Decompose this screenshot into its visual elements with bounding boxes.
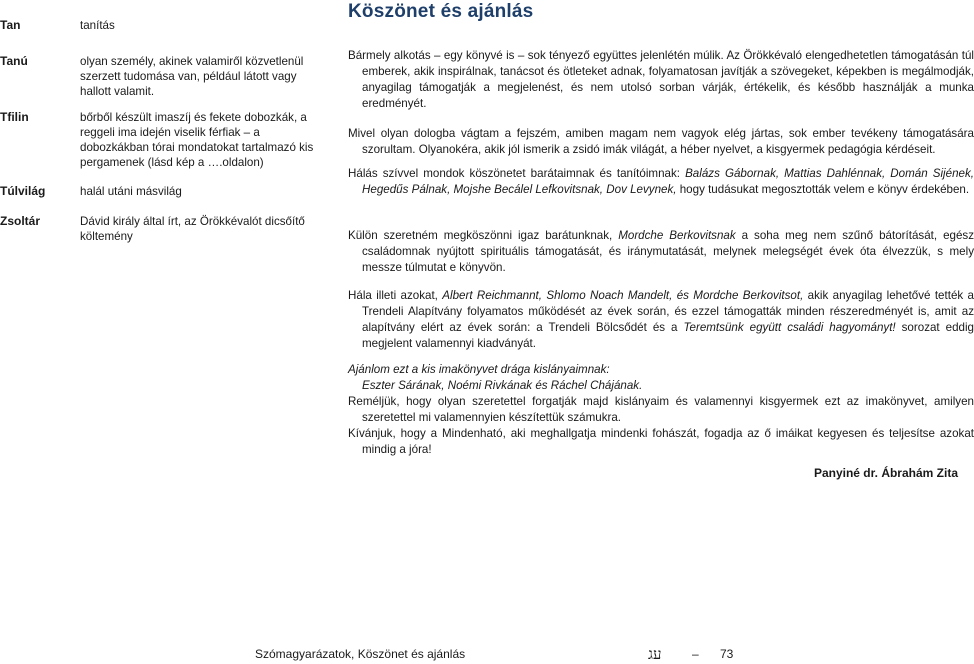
text: akik anyagilag lehetővé tették a Trendeli Alapítvány folyamatos működését az évek során, és ezzel támogatták minden részeredményét is, amit az alapítvány elért az évek során: a Trendeli Bölcsődét és a xyxy=(362,289,974,334)
glossary-definition: olyan személy, akinek valamiről közvetlenül szerzett tudomása van, például látott vagy hallott valamit. xyxy=(80,55,304,98)
text: hogy tudásukat megosztották velem e könyv érdekében. xyxy=(676,183,970,196)
acknowledgements-section xyxy=(348,0,974,480)
glossary-definition: halál utáni másvilág xyxy=(80,185,182,198)
names: Balázs Gábornak, Mattias Dahlénnak, Domán Sijének, Hegedűs Pálnak, Mojshe Becálel Lefkovitsnak, Dov Levynek, xyxy=(362,167,974,196)
footer-title: Szómagyarázatok, Köszönet és ajánlás xyxy=(255,647,466,661)
glossary-definition: tanítás xyxy=(80,19,115,32)
text: Hálás szívvel mondok köszönetet barátaimnak és tanítóimnak: xyxy=(348,167,686,180)
dedication-line: Ajánlom ezt a kis imakönyvet drága kislányaimnak: xyxy=(348,363,610,376)
paragraph: Mivel olyan dologba vágtam a fejszém, amiben magam nem vagyok elég jártas, sok ember tevékeny támogatására szorultam. Olyanokéra, akik jól ismerik a zsidó imák világát, a héber nyelvet, a kisgyermek pedagógia kérdéseit. xyxy=(348,127,974,156)
glossary-term: Túlvilág xyxy=(0,184,46,198)
glossary-term: Zsoltár xyxy=(0,214,41,228)
series-title: Teremtsünk együtt családi hagyományt! xyxy=(683,321,896,334)
glossary-definition: Dávid király által írt, az Örökkévalót dicsőítő költemény xyxy=(80,215,305,243)
name: Mordche Berkovitsnak xyxy=(618,229,736,242)
paragraph: Reméljük, hogy olyan szeretettel forgatják majd kislányaim és valamennyi kisgyermek ezt az imakönyvet, amilyen szeretettel mi valamennyien készítettük számukra. xyxy=(348,395,974,424)
names: Albert Reichmannt, Shlomo Noach Mandelt, és Mordche Berkovitsot, xyxy=(442,289,804,302)
paragraph xyxy=(348,288,974,352)
dedication xyxy=(348,362,960,394)
text: a soha meg nem szűnő bátorítását, egész családomnak nyújtott spirituális támogatását, és iránymutatását, melynek melegségét évek óta élvezzük, s mely messze túlmutat e könyvön. xyxy=(362,229,974,274)
text: Hála illeti azokat, xyxy=(348,289,443,302)
glossary-term: Tfilin xyxy=(0,110,29,124)
section-title: Köszönet és ajánlás xyxy=(348,1,534,22)
signature: Panyiné dr. Ábrahám Zita xyxy=(813,466,958,480)
paragraph: Bármely alkotás – egy könyvé is – sok tényező együttes jelenlétén múlik. Az Örökkévaló elengedhetetlen támogatásán túl emberek, akik inspirálnak, tanácsot és ötleteket adnak, folyamatosan javítják a szövegeket, képekben is megálmodják, anyagilag támogatják a megjelenést, és nem utolsó sorban várják, értékelik, és később használják a munka eredményét. xyxy=(348,49,974,110)
glossary-definition: bőrből készült imaszíj és fekete dobozkák, a reggeli ima idején viselik férfiak – a dobozkákban tórai mondatokat tartalmazó kis pergamenek (lásd kép a ….oldalon) xyxy=(80,111,314,169)
dedication-names: Eszter Sárának, Noémi Rivkának és Ráchel Chájának. xyxy=(362,379,643,392)
footer-dash: – xyxy=(692,647,699,661)
glossary-term: Tanú xyxy=(0,54,28,68)
text: Külön szeretném megköszönni igaz barátunknak, xyxy=(348,229,619,242)
text: sorozat eddig megjelent valamennyi kiadványát. xyxy=(362,321,974,350)
page-number: 73 xyxy=(720,647,734,661)
hebrew-page-number: עג xyxy=(648,645,662,663)
paragraph: Kívánjuk, hogy a Mindenható, aki meghallgatja mindenki fohászát, fogadja az ő imáikat kegyesen és teljesítse azokat mindig a jóra! xyxy=(348,427,974,456)
paragraph xyxy=(348,166,974,198)
paragraph xyxy=(348,228,974,276)
glossary-term: Tan xyxy=(0,18,21,32)
